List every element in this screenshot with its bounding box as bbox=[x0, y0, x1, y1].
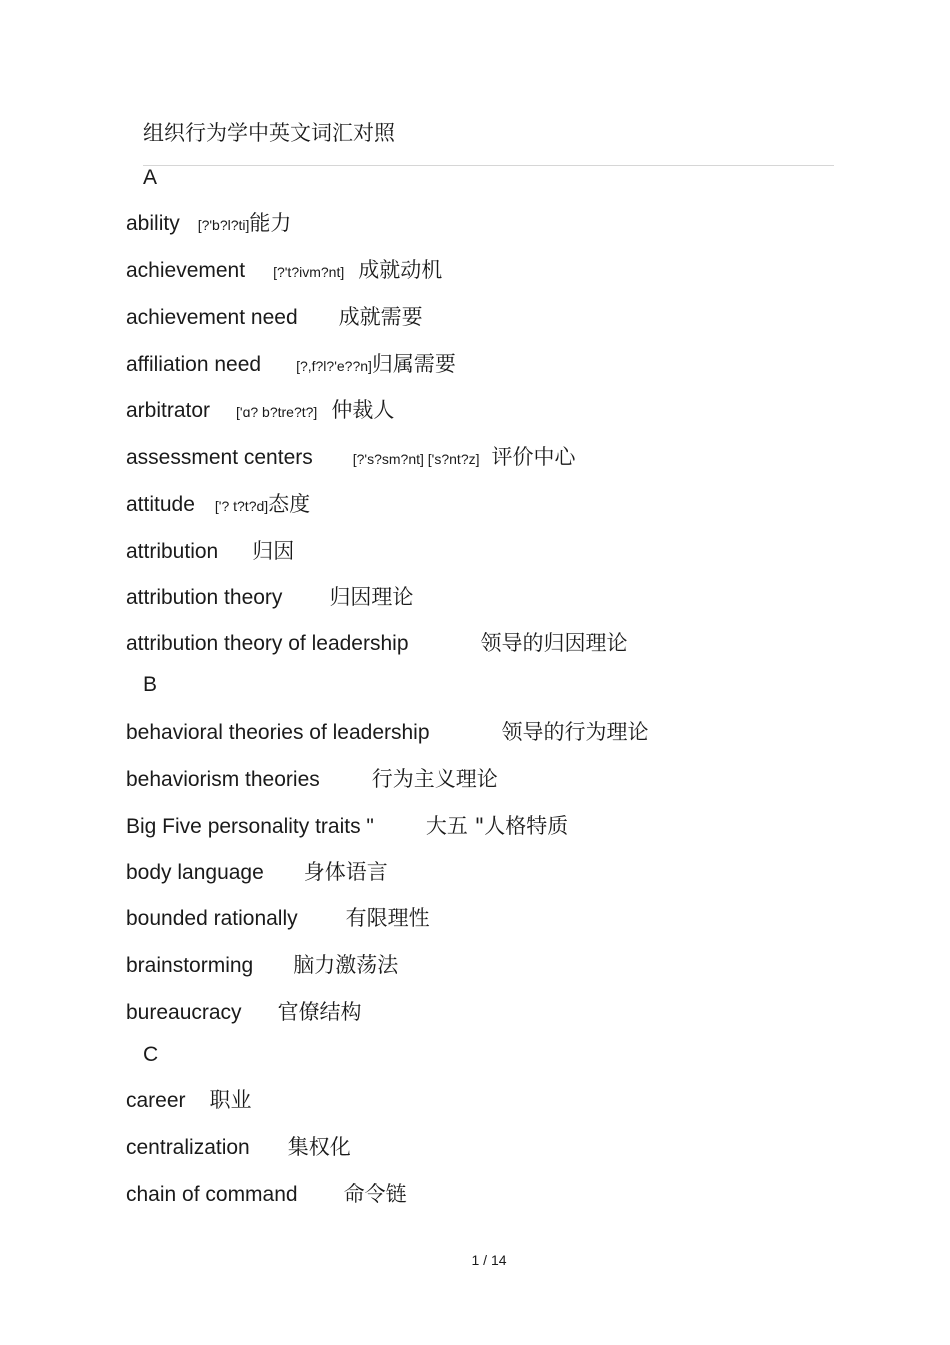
term-english: body language bbox=[126, 861, 264, 884]
glossary-entry bbox=[126, 441, 576, 473]
glossary-entry bbox=[126, 902, 430, 934]
term-chinese: 成就需要 bbox=[338, 305, 423, 329]
glossary-entry bbox=[126, 810, 568, 842]
term-chinese: 态度 bbox=[268, 492, 311, 516]
term-english: bureaucracy bbox=[126, 1001, 242, 1024]
term-chinese: 官僚结构 bbox=[277, 1000, 362, 1024]
glossary-entry bbox=[126, 856, 388, 888]
term-chinese: 命令链 bbox=[343, 1182, 407, 1206]
glossary-entry bbox=[126, 1178, 407, 1210]
page-number: 1 / 14 bbox=[471, 1252, 507, 1268]
glossary-entry bbox=[126, 581, 413, 613]
term-chinese: 归因 bbox=[252, 539, 295, 563]
term-english: assessment centers bbox=[126, 446, 313, 469]
glossary-entry bbox=[126, 535, 294, 567]
term-chinese: 能力 bbox=[249, 211, 292, 235]
glossary-entry bbox=[126, 949, 398, 981]
glossary-entry bbox=[126, 763, 498, 795]
term-chinese: 评价中心 bbox=[491, 445, 576, 469]
term-english: attitude bbox=[126, 493, 195, 516]
term-chinese: 脑力激荡法 bbox=[293, 953, 399, 977]
page-title: 组织行为学中英文词汇对照 bbox=[143, 121, 395, 145]
term-chinese: 集权化 bbox=[287, 1135, 351, 1159]
term-phonetic: [?'b?l?ti] bbox=[197, 217, 250, 233]
term-chinese: 仲裁人 bbox=[331, 398, 395, 422]
section-letter-b: B bbox=[143, 673, 158, 696]
glossary-entry bbox=[126, 348, 456, 380]
term-chinese: 身体语言 bbox=[303, 860, 388, 884]
term-chinese: 大五 "人格特质 bbox=[425, 814, 569, 838]
title-divider bbox=[143, 165, 834, 166]
glossary-entry bbox=[126, 996, 362, 1028]
term-chinese: 领导的归因理论 bbox=[480, 631, 628, 655]
term-english: affiliation need bbox=[126, 353, 262, 376]
term-chinese: 归因理论 bbox=[329, 585, 414, 609]
term-chinese: 成就动机 bbox=[358, 258, 443, 282]
term-english: arbitrator bbox=[126, 399, 211, 422]
glossary-entry bbox=[126, 254, 442, 286]
term-phonetic: ['? t?t?d] bbox=[214, 498, 269, 514]
term-english: attribution bbox=[126, 540, 219, 563]
term-phonetic: [?'s?sm?nt] ['s?nt?z] bbox=[352, 451, 480, 467]
term-english: bounded rationally bbox=[126, 907, 298, 930]
term-chinese: 行为主义理论 bbox=[371, 767, 498, 791]
term-english: behavioral theories of leadership bbox=[126, 721, 430, 744]
term-phonetic: [?,f?l?'e??n] bbox=[296, 358, 372, 374]
section-letter-a: A bbox=[143, 166, 158, 189]
term-english: attribution theory bbox=[126, 586, 283, 609]
glossary-entry bbox=[126, 301, 423, 333]
term-english: Big Five personality traits " bbox=[126, 815, 374, 838]
term-phonetic: ['ɑ? b?tre?t?] bbox=[236, 404, 318, 420]
term-english: attribution theory of leadership bbox=[126, 632, 409, 655]
term-phonetic: [?'t?ivm?nt] bbox=[273, 264, 345, 280]
glossary-entry bbox=[126, 1131, 351, 1163]
term-chinese: 职业 bbox=[209, 1088, 252, 1112]
section-letter-c: C bbox=[143, 1043, 159, 1066]
glossary-entry bbox=[126, 716, 649, 748]
glossary-entry bbox=[126, 394, 394, 426]
term-english: chain of command bbox=[126, 1183, 298, 1206]
term-english: ability bbox=[126, 212, 180, 235]
term-english: career bbox=[126, 1089, 186, 1112]
term-english: brainstorming bbox=[126, 954, 254, 977]
glossary-entry bbox=[126, 488, 310, 520]
term-chinese: 有限理性 bbox=[345, 906, 430, 930]
glossary-entry bbox=[126, 627, 628, 659]
term-english: achievement bbox=[126, 259, 246, 282]
term-english: achievement need bbox=[126, 306, 298, 329]
term-chinese: 归属需要 bbox=[371, 352, 456, 376]
term-english: behaviorism theories bbox=[126, 768, 320, 791]
term-chinese: 领导的行为理论 bbox=[501, 720, 649, 744]
glossary-entry bbox=[126, 1084, 252, 1116]
glossary-entry bbox=[126, 207, 291, 239]
term-english: centralization bbox=[126, 1136, 250, 1159]
